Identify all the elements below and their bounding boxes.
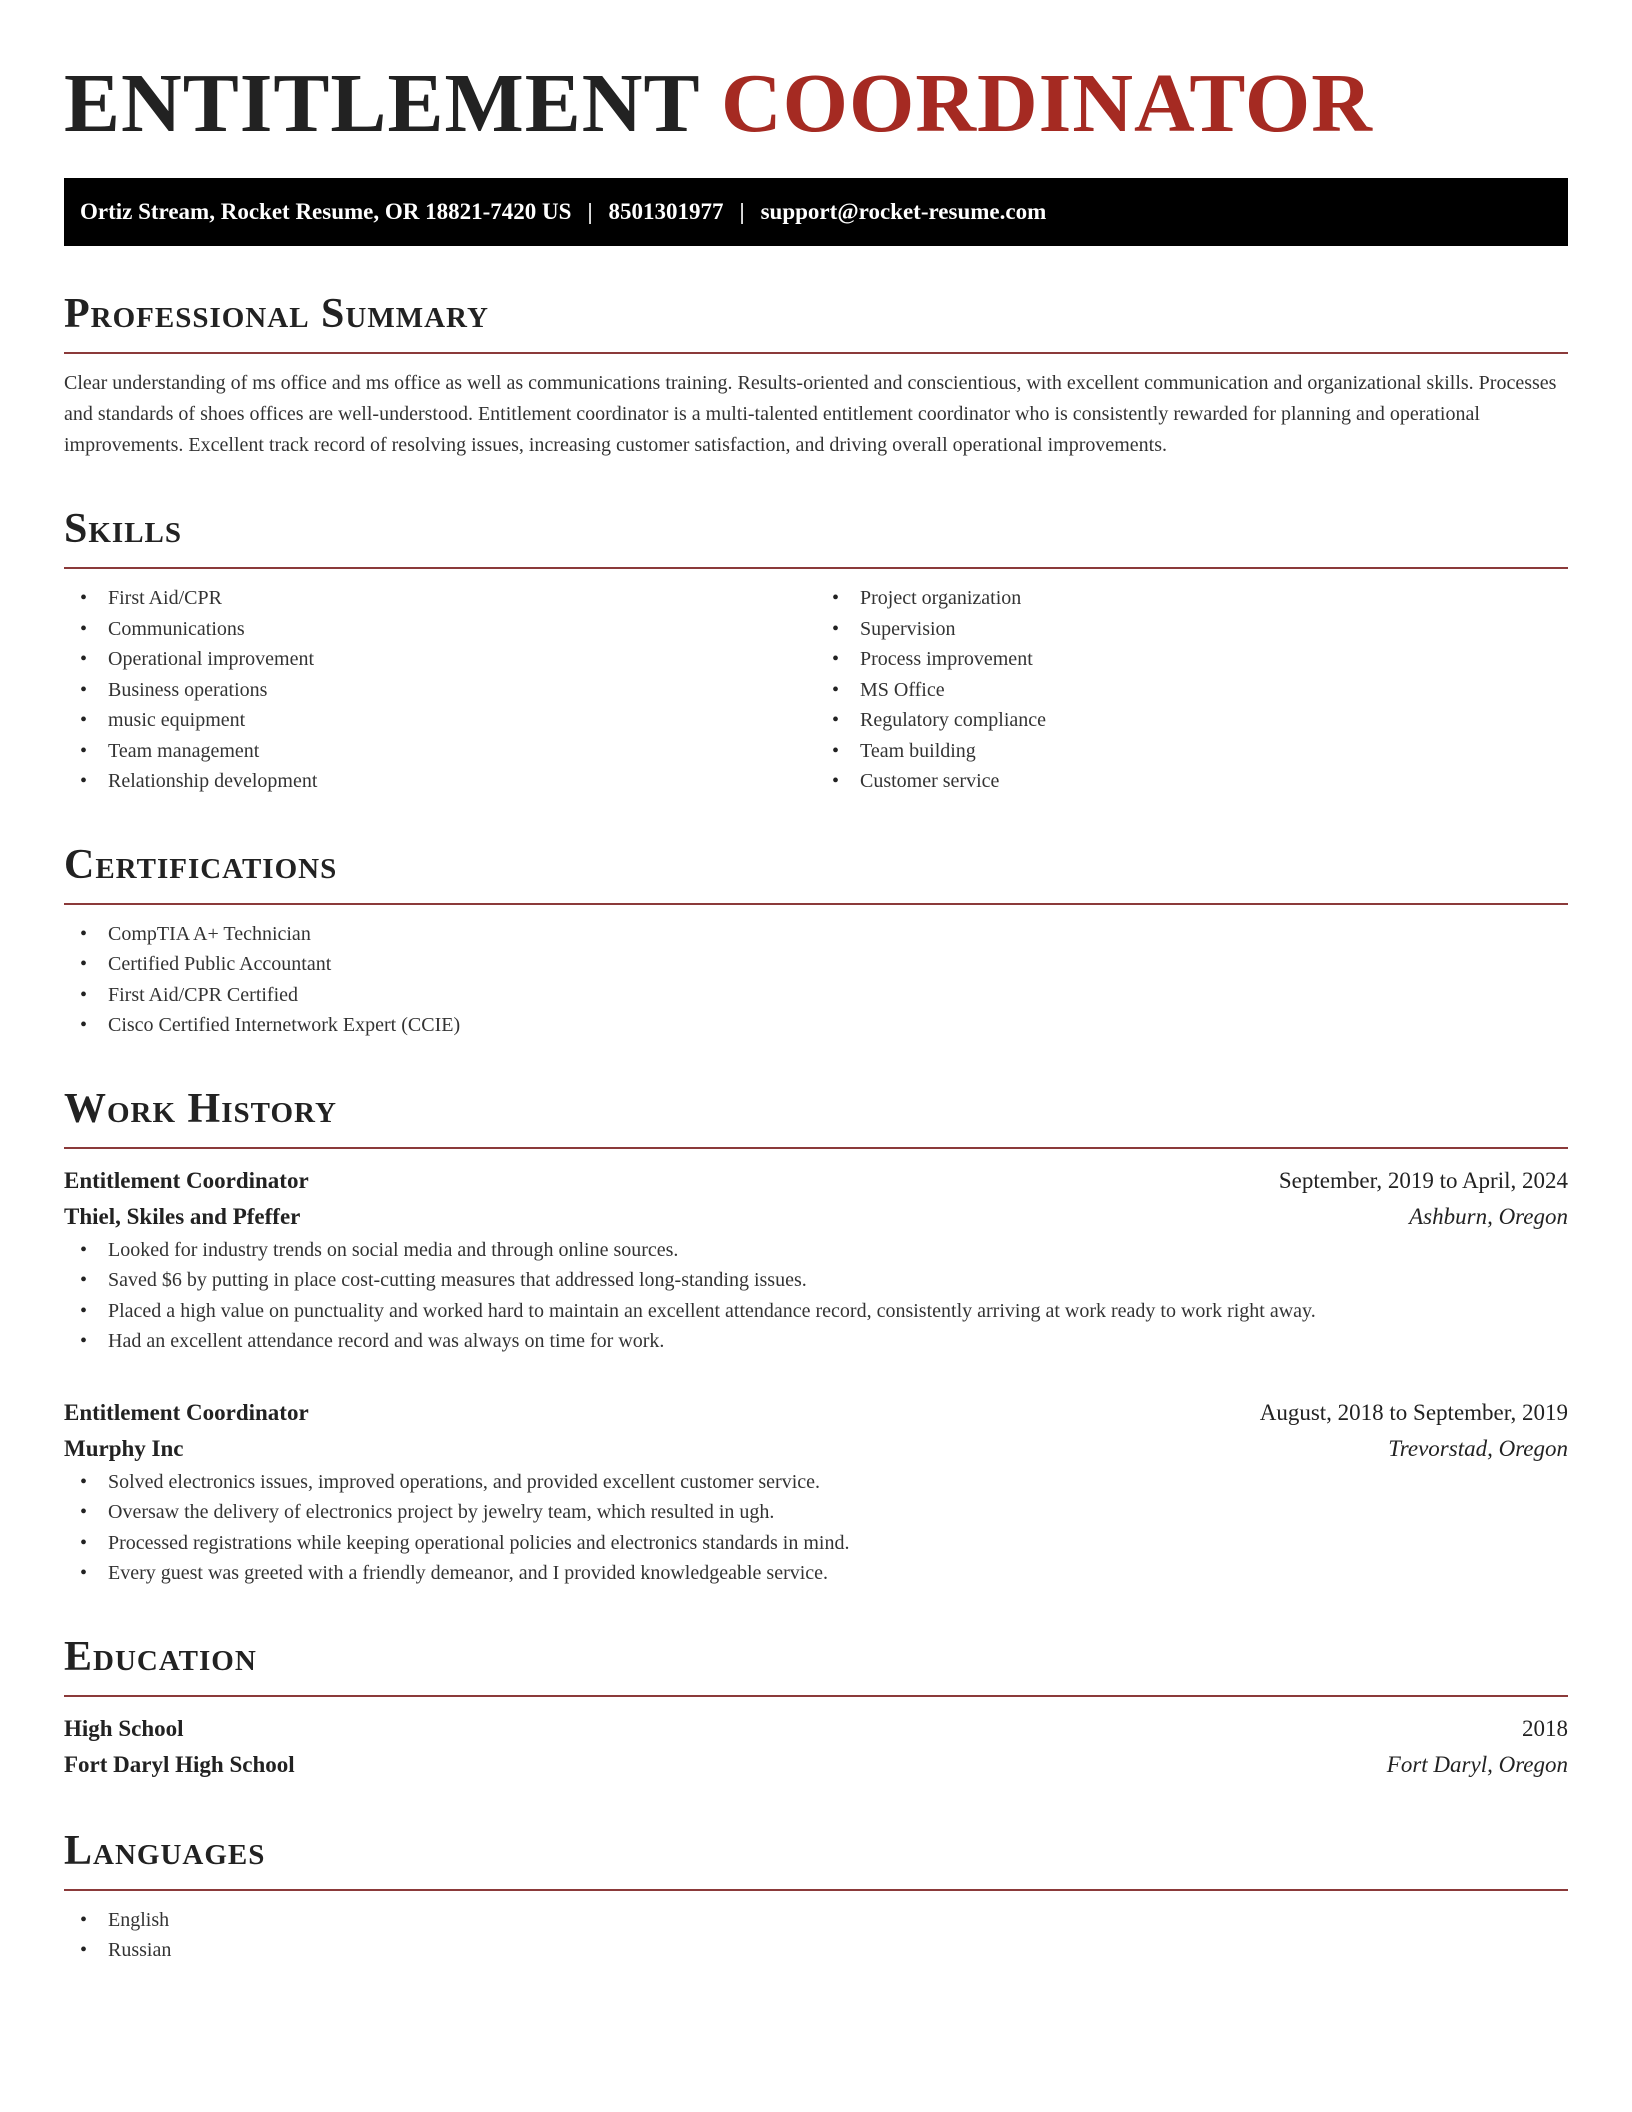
skill-item: • Relationship development [64,766,816,797]
section-heading: Education [64,1633,257,1680]
contact-separator: | [587,199,593,224]
skill-item: • Customer service [816,766,1568,797]
job-bullet-list [64,1467,1568,1589]
section-heading: Certifications [64,841,338,888]
job-bullet: • Solved electronics issues, improved operations, and provided excellent customer service. [64,1467,1568,1498]
section-heading: Work History [64,1085,337,1132]
skill-item: • Process improvement [816,644,1568,675]
skill-item: • First Aid/CPR [64,583,816,614]
education-section [64,1631,1568,1783]
skill-item: • Operational improvement [64,644,816,675]
education-degree-row [64,1711,1568,1747]
skills-section [64,503,1568,797]
education-degree: High School [64,1715,184,1741]
education-year: 2018 [1522,1715,1568,1741]
job-location: Trevorstad, Oregon [1388,1435,1568,1461]
job-bullet: • Saved $6 by putting in place cost-cutting measures that addressed long-standing issues. [64,1265,1568,1296]
skill-item: • MS Office [816,675,1568,706]
section-divider [64,352,1568,354]
language-item: • Russian [64,1935,1568,1966]
title-second-word: COORDINATOR [720,57,1373,150]
section-divider [64,1889,1568,1891]
section-heading: Languages [64,1827,266,1874]
job-bullet: • Had an excellent attendance record and was always on time for work. [64,1326,1568,1357]
skill-item: • Team building [816,736,1568,767]
certifications-section [64,839,1568,1041]
section-divider [64,1695,1568,1697]
skill-item: • Project organization [816,583,1568,614]
section-divider [64,903,1568,905]
job-bullet: • Oversaw the delivery of electronics project by jewelry team, which resulted in ugh. [64,1497,1568,1528]
language-item: • English [64,1905,1568,1936]
job-title: Entitlement Coordinator [64,1167,309,1193]
job-company: Murphy Inc [64,1435,184,1461]
job-title-row [64,1395,1568,1431]
section-divider [64,1147,1568,1149]
education-school-row [64,1747,1568,1783]
summary-text: Clear understanding of ms office and ms office as well as communications training. Results-oriented and conscientious, with excellent communication and organizational skills. Processes and standards of shoes offices are well-understood. Entitlement coordinator is a multi-talented entitlement coordinator who is consistently rewarded for planning and operational improvements. Excellent track record of resolving issues, increasing customer satisfaction, and driving overall operational improvements. [64,372,1557,456]
job-bullet: • Placed a high value on punctuality and worked hard to maintain an excellent attendance record, consistently arriving at work ready to work right away. [64,1296,1568,1327]
languages-list [64,1905,1568,1966]
job-entry [64,1395,1568,1589]
contact-address: Ortiz Stream, Rocket Resume, OR 18821-7420 US [80,199,572,224]
skills-grid [64,583,1568,797]
job-title: Entitlement Coordinator [64,1399,309,1425]
job-bullet-list [64,1235,1568,1357]
education-location: Fort Daryl, Oregon [1386,1751,1568,1777]
certification-item: • CompTIA A+ Technician [64,919,1568,950]
job-entry [64,1163,1568,1357]
job-location: Ashburn, Oregon [1409,1203,1568,1229]
certification-item: • Cisco Certified Internetwork Expert (CCIE) [64,1010,1568,1041]
job-dates: August, 2018 to September, 2019 [1259,1399,1568,1425]
skills-left-column [64,583,816,797]
job-bullet: • Looked for industry trends on social media and through online sources. [64,1235,1568,1266]
job-company-row [64,1431,1568,1467]
certification-item: • Certified Public Accountant [64,949,1568,980]
job-bullet: • Every guest was greeted with a friendly demeanor, and I provided knowledgeable service. [64,1558,1568,1589]
section-heading: Skills [64,506,183,552]
job-company-row [64,1199,1568,1235]
skill-item: • Regulatory compliance [816,705,1568,736]
job-company: Thiel, Skiles and Pfeffer [64,1203,301,1229]
job-title-row [64,1163,1568,1199]
section-heading: Professional Summary [64,291,489,337]
skill-item: • Business operations [64,675,816,706]
resume-title [64,52,1568,156]
skill-item: • Communications [64,614,816,645]
skill-item: • music equipment [64,705,816,736]
section-divider [64,567,1568,569]
job-bullet: • Processed registrations while keeping operational policies and electronics standards in mind. [64,1528,1568,1559]
skill-item: • Team management [64,736,816,767]
work-history-section [64,1083,1568,1589]
skills-right-column [816,583,1568,797]
contact-email: support@rocket-resume.com [760,199,1047,224]
certifications-list [64,919,1568,1041]
skill-item: • Supervision [816,614,1568,645]
languages-section [64,1825,1568,1966]
contact-separator: | [739,199,745,224]
professional-summary-section [64,288,1568,461]
certification-item: • First Aid/CPR Certified [64,980,1568,1011]
education-school: Fort Daryl High School [64,1751,295,1777]
title-first-word: ENTITLEMENT [64,57,699,150]
contact-bar [64,178,1568,246]
job-dates: September, 2019 to April, 2024 [1278,1167,1568,1193]
contact-phone: 8501301977 [608,199,724,224]
